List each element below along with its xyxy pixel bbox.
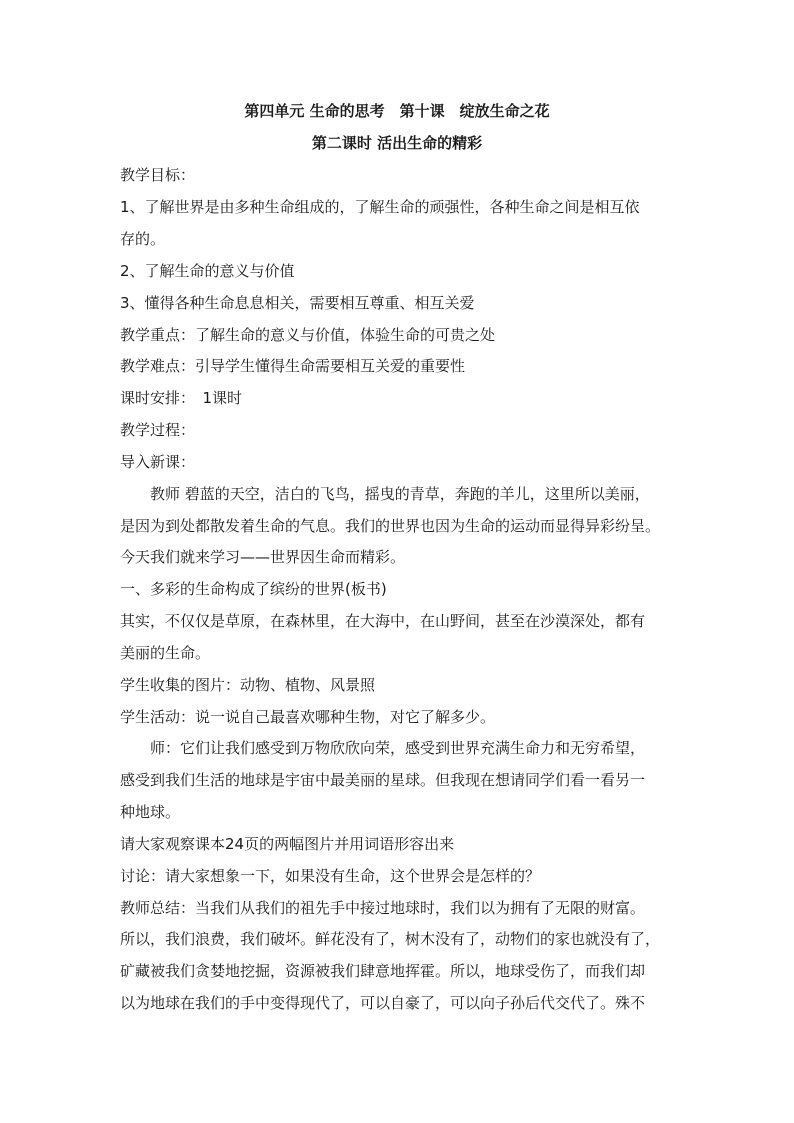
document-subtitle: 第二课时 活出生命的精彩 xyxy=(311,134,483,152)
paragraph-line: 课时安排： 1课时 xyxy=(120,389,243,407)
section-heading-intro: 导入新课： xyxy=(120,453,196,471)
paragraph-line: 2、了解生命的意义与价值 xyxy=(120,262,295,280)
paragraph-line: 讨论：请大家想象一下，如果没有生命，这个世界会是怎样的？ xyxy=(120,867,541,885)
paragraph-line: 1、了解世界是由多种生命组成的，了解生命的顽强性，各种生命之间是相互依 xyxy=(120,198,640,216)
paragraph-line: 所以，我们浪费，我们破坏。鲜花没有了，树木没有了，动物们的家也就没有了， xyxy=(120,930,661,948)
paragraph-line: 3、懂得各种生命息息相关，需要相互尊重、相互关爱 xyxy=(120,294,475,312)
document-title: 第四单元 生命的思考 第十课 绽放生命之花 xyxy=(244,102,550,120)
paragraph-line: 种地球。 xyxy=(120,803,181,821)
paragraph-line: 教学重点：了解生命的意义与价值，体验生命的可贵之处 xyxy=(120,326,496,344)
paragraph-line: 今天我们就来学习——世界因生命而精彩。 xyxy=(120,548,406,566)
paragraph-line: 美丽的生命。 xyxy=(120,644,211,662)
paragraph-line: 师：它们让我们感受到万物欣欣向荣，感受到世界充满生命力和无穷希望， xyxy=(150,739,646,757)
paragraph-line: 矿藏被我们贪婪地挖掘，资源被我们肆意地挥霍。所以，地球受伤了，而我们却 xyxy=(120,962,646,980)
paragraph-line: 其实，不仅仅是草原，在森林里，在大海中，在山野间，甚至在沙漠深处，都有 xyxy=(120,612,646,630)
paragraph-line: 存的。 xyxy=(120,230,166,248)
paragraph-line: 学生收集的图片：动物、植物、风景照 xyxy=(120,676,376,694)
paragraph-line: 请大家观察课本24页的两幅图片并用词语形容出来 xyxy=(120,835,455,853)
paragraph-line: 是因为到处都散发着生命的气息。我们的世界也因为生命的运动而显得异彩纷呈。 xyxy=(120,517,661,535)
paragraph-line: 以为地球在我们的手中变得现代了，可以自豪了，可以向子孙后代交代了。殊不 xyxy=(120,994,646,1012)
paragraph-line: 教师总结：当我们从我们的祖先手中接过地球时，我们以为拥有了无限的财富。 xyxy=(120,899,646,917)
paragraph-line: 一、多彩的生命构成了缤纷的世界(板书) xyxy=(120,580,387,598)
paragraph-line: 学生活动：说一说自己最喜欢哪种生物，对它了解多少。 xyxy=(120,708,496,726)
section-heading-objectives: 教学目标： xyxy=(120,166,196,184)
paragraph-line: 教学难点：引导学生懂得生命需要相互关爱的重要性 xyxy=(120,357,466,375)
section-heading-process: 教学过程： xyxy=(120,421,196,439)
paragraph-line: 感受到我们生活的地球是宇宙中最美丽的星球。但我现在想请同学们看一看另一 xyxy=(120,771,646,789)
paragraph-line: 教师 碧蓝的天空，洁白的飞鸟，摇曳的青草，奔跑的羊儿，这里所以美丽， xyxy=(150,485,650,503)
